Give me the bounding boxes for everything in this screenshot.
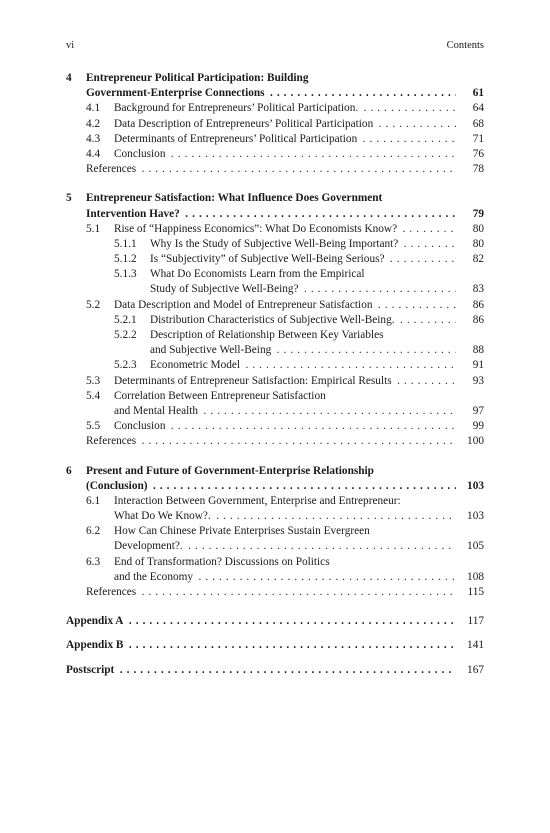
toc-entry[interactable] <box>66 509 484 524</box>
section-title: How Can Chinese Private Enterprises Sustain Evergreen <box>114 525 370 538</box>
page-ref: 103 <box>467 479 484 492</box>
toc-entry[interactable] <box>66 237 484 252</box>
subsection-title-cont: and Subjective Well-Being . . . <box>150 343 456 358</box>
postscript-entry[interactable] <box>66 663 484 678</box>
page-ref: 117 <box>467 615 484 628</box>
chapter-5 <box>66 191 484 449</box>
page-ref: 88 <box>472 344 484 357</box>
subsection-title: Description of Relationship Between Key Variables <box>150 329 384 341</box>
page-ref: 68 <box>472 117 484 130</box>
page-ref: 97 <box>472 404 484 417</box>
references-title: References . . . <box>86 434 456 449</box>
chapter-title: Government-Enterprise Connections . . . <box>86 86 456 101</box>
page-ref: 83 <box>472 283 484 296</box>
toc-entry[interactable] <box>66 313 484 328</box>
appendix-title: Appendix B . . . <box>66 638 456 653</box>
page-ref: 108 <box>467 570 484 583</box>
toc-entry <box>66 389 484 404</box>
toc-entry[interactable] <box>66 539 484 554</box>
toc-entry <box>66 555 484 570</box>
page-ref: 115 <box>467 586 484 598</box>
section-title: Data Description of Entrepreneurs’ Political Participation . . . <box>114 117 456 132</box>
subsection-title: Why Is the Study of Subjective Well-Being Important? . . . <box>150 237 456 252</box>
section-title: Data Description and Model of Entrepreneur Satisfaction . . . <box>114 298 456 313</box>
section-title-cont: and Mental Health . . . <box>114 404 456 419</box>
section-title-cont: What Do We Know?. . . . <box>114 509 456 524</box>
subsection-number: 5.1.1 <box>114 237 137 250</box>
chapter-title-line <box>66 191 484 206</box>
subsection-number: 5.1.3 <box>114 268 137 281</box>
toc-entry[interactable] <box>66 147 484 162</box>
chapter-title-line[interactable] <box>66 207 484 222</box>
appendix-title: Appendix A . . . <box>66 614 456 629</box>
references-entry[interactable] <box>66 162 484 177</box>
toc-entry[interactable] <box>66 222 484 237</box>
page-ref: 61 <box>472 87 484 100</box>
subsection-title: What Do Economists Learn from the Empirical <box>150 268 365 281</box>
page-ref: 86 <box>472 313 484 326</box>
chapter-title-line <box>66 464 484 479</box>
subsection-number: 5.2.2 <box>114 329 137 341</box>
page-ref: 93 <box>472 374 484 387</box>
page-ref: 100 <box>467 435 484 448</box>
section-title: Conclusion . . . <box>114 419 456 434</box>
subsection-number: 5.1.2 <box>114 253 137 266</box>
running-title: Contents <box>446 40 484 51</box>
toc-entry <box>66 494 484 509</box>
toc-entry[interactable] <box>66 132 484 147</box>
toc-entry[interactable] <box>66 358 484 373</box>
page-ref: 80 <box>472 237 484 250</box>
toc-entry[interactable] <box>66 101 484 116</box>
appendix-a-entry[interactable] <box>66 614 484 629</box>
page-ref: 82 <box>472 253 484 266</box>
toc-entry[interactable] <box>66 419 484 434</box>
section-title: End of Transformation? Discussions on Politics <box>114 555 330 568</box>
chapter-number: 6 <box>66 464 72 477</box>
toc-entry[interactable] <box>66 282 484 297</box>
chapter-title: Entrepreneur Political Participation: Building <box>86 72 309 84</box>
section-title-cont: and the Economy . . . <box>114 570 456 585</box>
subsection-number: 5.2.1 <box>114 313 137 326</box>
section-number: 5.1 <box>86 222 101 235</box>
page-ref: 86 <box>472 298 484 311</box>
references-entry[interactable] <box>66 434 484 449</box>
section-title: Determinants of Entrepreneur Satisfaction: Empirical Results . . . <box>114 374 456 389</box>
toc-entry[interactable] <box>66 298 484 313</box>
section-number: 5.3 <box>86 374 101 387</box>
page-ref: 79 <box>472 207 484 220</box>
running-header <box>66 40 484 56</box>
toc-entry[interactable] <box>66 343 484 358</box>
toc-entry[interactable] <box>66 252 484 267</box>
section-number: 4.4 <box>86 147 101 160</box>
page-ref: 105 <box>467 540 484 553</box>
subsection-title: Econometric Model . . . <box>150 358 456 373</box>
section-number: 4.3 <box>86 132 101 145</box>
chapter-number: 5 <box>66 192 72 205</box>
toc-entry[interactable] <box>66 570 484 585</box>
section-title: Rise of “Happiness Economics”: What Do Economists Know? . . . <box>114 222 456 237</box>
page-ref: 80 <box>472 222 484 235</box>
chapter-title-line <box>66 71 484 86</box>
section-title: Conclusion . . . <box>114 147 456 162</box>
toc-entry[interactable] <box>66 404 484 419</box>
section-number: 5.4 <box>86 389 101 402</box>
section-number: 6.2 <box>86 525 101 538</box>
postscript-title: Postscript . . . <box>66 663 456 678</box>
chapter-title: Intervention Have? . . . <box>86 207 456 222</box>
chapter-title: Entrepreneur Satisfaction: What Influence Does Government <box>86 192 383 205</box>
section-number: 5.5 <box>86 420 101 433</box>
page-ref: 91 <box>472 359 484 372</box>
references-title: References . . . <box>86 585 456 600</box>
chapter-title-line[interactable] <box>66 479 484 494</box>
toc-entry <box>66 524 484 539</box>
page-ref: 71 <box>472 132 484 145</box>
page-ref: 64 <box>472 102 484 115</box>
subsection-title: Is “Subjectivity” of Subjective Well-Being Serious? . . . <box>150 252 456 267</box>
chapter-number: 4 <box>66 72 72 84</box>
page-number-roman: vi <box>66 40 75 51</box>
page-ref: 99 <box>472 420 484 433</box>
page-ref: 78 <box>472 163 484 176</box>
section-number: 6.1 <box>86 494 101 507</box>
chapter-4 <box>66 71 484 177</box>
toc-entry <box>66 267 484 282</box>
appendix-b-entry[interactable] <box>66 638 484 653</box>
references-title: References . . . <box>86 162 456 177</box>
chapter-title-line[interactable] <box>66 86 484 101</box>
subsection-number: 5.2.3 <box>114 359 137 372</box>
chapter-title: (Conclusion) . . . <box>86 479 456 494</box>
chapter-title: Present and Future of Government-Enterprise Relationship <box>86 464 374 477</box>
section-title: Correlation Between Entrepreneur Satisfaction <box>114 389 326 402</box>
page-ref: 141 <box>467 639 484 652</box>
toc-entry[interactable] <box>66 117 484 132</box>
section-number: 4.2 <box>86 117 101 130</box>
subsection-title-cont: Study of Subjective Well-Being? . . . <box>150 282 456 297</box>
subsection-title: Distribution Characteristics of Subjective Well-Being. . . . <box>150 313 456 328</box>
section-title-cont: Development?. . . . <box>114 539 456 554</box>
table-of-contents <box>66 71 484 678</box>
section-number: 6.3 <box>86 555 101 568</box>
toc-entry <box>66 328 484 343</box>
section-title: Determinants of Entrepreneurs’ Political Participation . . . <box>114 132 456 147</box>
section-title: Background for Entrepreneurs’ Political Participation. . . . <box>114 101 456 116</box>
chapter-6 <box>66 464 484 601</box>
references-entry[interactable] <box>66 585 484 600</box>
section-number: 4.1 <box>86 102 101 115</box>
toc-entry[interactable] <box>66 374 484 389</box>
section-title: Interaction Between Government, Enterprise and Entrepreneur: <box>114 494 401 507</box>
page-ref: 103 <box>467 510 484 523</box>
page-ref: 76 <box>472 147 484 160</box>
page-ref: 167 <box>467 663 484 676</box>
section-number: 5.2 <box>86 298 101 311</box>
